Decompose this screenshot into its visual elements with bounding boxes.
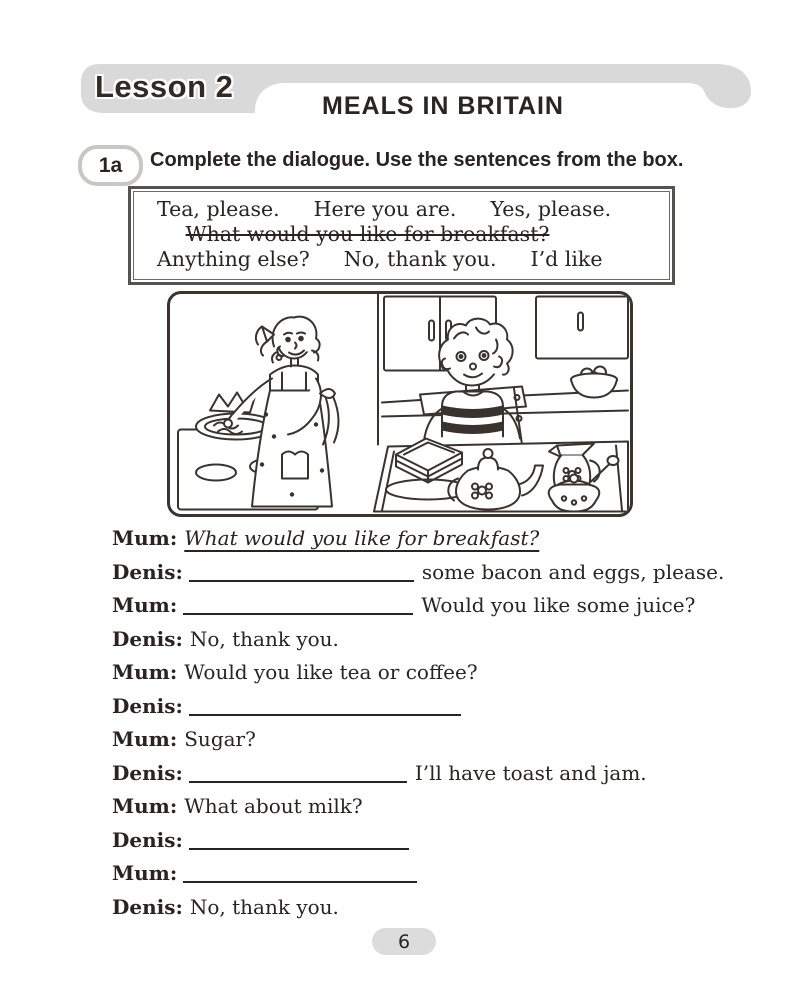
answer-blank[interactable] (189, 700, 461, 716)
line-text: No, thank you. (189, 894, 339, 919)
task-number: 1a (98, 153, 123, 177)
line-text: No, thank you. (189, 626, 339, 651)
task-number-badge (78, 145, 143, 186)
answer-blank[interactable] (189, 767, 407, 783)
answer-blank[interactable] (189, 834, 409, 850)
dialogue-line (112, 790, 722, 824)
line-text: I’ll have toast and jam. (414, 760, 647, 785)
sentence-option: Here you are. (313, 197, 457, 221)
sentence-option: Anything else? (157, 247, 310, 271)
sentence-row (140, 247, 603, 272)
sentence-box-inner (133, 191, 670, 280)
sentence-row (140, 197, 612, 222)
speaker-label: Denis: (112, 559, 183, 584)
filled-answer: What would you like for breakfast? (184, 526, 540, 550)
boy-figure (424, 319, 520, 441)
sentence-option: I’d like (530, 247, 603, 271)
page-number: 6 (397, 930, 411, 953)
dialogue-line (112, 589, 722, 623)
speaker-label: Mum: (112, 593, 178, 617)
dialogue-line (112, 556, 725, 590)
speaker-label: Mum: (112, 861, 178, 885)
kitchen-illustration-drawing (170, 294, 630, 514)
sentence-option: Yes, please. (490, 197, 612, 221)
speaker-label: Denis: (112, 693, 183, 718)
speaker-label: Mum: (112, 794, 178, 818)
line-text: some bacon and eggs, please. (421, 559, 725, 584)
egg-bowl (571, 367, 617, 398)
line-text: Would you like some juice? (421, 593, 696, 617)
speaker-label: Denis: (112, 894, 183, 919)
speaker-label: Denis: (112, 827, 183, 852)
sentence-option: Tea, please. (157, 197, 280, 221)
answer-blank[interactable] (183, 867, 417, 883)
line-text: What about milk? (184, 794, 363, 818)
sentence-option-used: What would you like for breakfast? (185, 222, 550, 246)
page-number-pill (372, 928, 436, 955)
sentence-option: No, thank you. (343, 247, 497, 271)
dialogue (112, 522, 725, 924)
dialogue-line (112, 623, 722, 657)
speaker-label: Mum: (112, 526, 178, 550)
dialogue-line (112, 857, 722, 891)
dialogue-line (112, 522, 722, 556)
sentence-box (128, 186, 675, 285)
line-text: Would you like tea or coffee? (184, 660, 478, 684)
speaker-label: Denis: (112, 760, 183, 785)
speaker-label: Mum: (112, 660, 178, 684)
speaker-label: Denis: (112, 626, 183, 651)
speaker-label: Mum: (112, 727, 178, 751)
dialogue-line (112, 757, 722, 791)
task-instruction: Complete the dialogue. Use the sentences from the box. (150, 149, 684, 171)
dialogue-line (112, 723, 722, 757)
answer-blank[interactable] (183, 599, 413, 615)
dialogue-line (112, 891, 722, 925)
page-title: MEALS IN BRITAIN (322, 92, 564, 120)
dialogue-line (112, 690, 722, 724)
line-text: Sugar? (184, 727, 256, 751)
dialogue-line (112, 656, 722, 690)
answer-blank[interactable] (189, 566, 414, 582)
lesson-label: Lesson 2 (95, 69, 234, 104)
sentence-row (140, 222, 595, 247)
dialogue-line (112, 824, 722, 858)
kitchen-illustration (167, 291, 633, 517)
